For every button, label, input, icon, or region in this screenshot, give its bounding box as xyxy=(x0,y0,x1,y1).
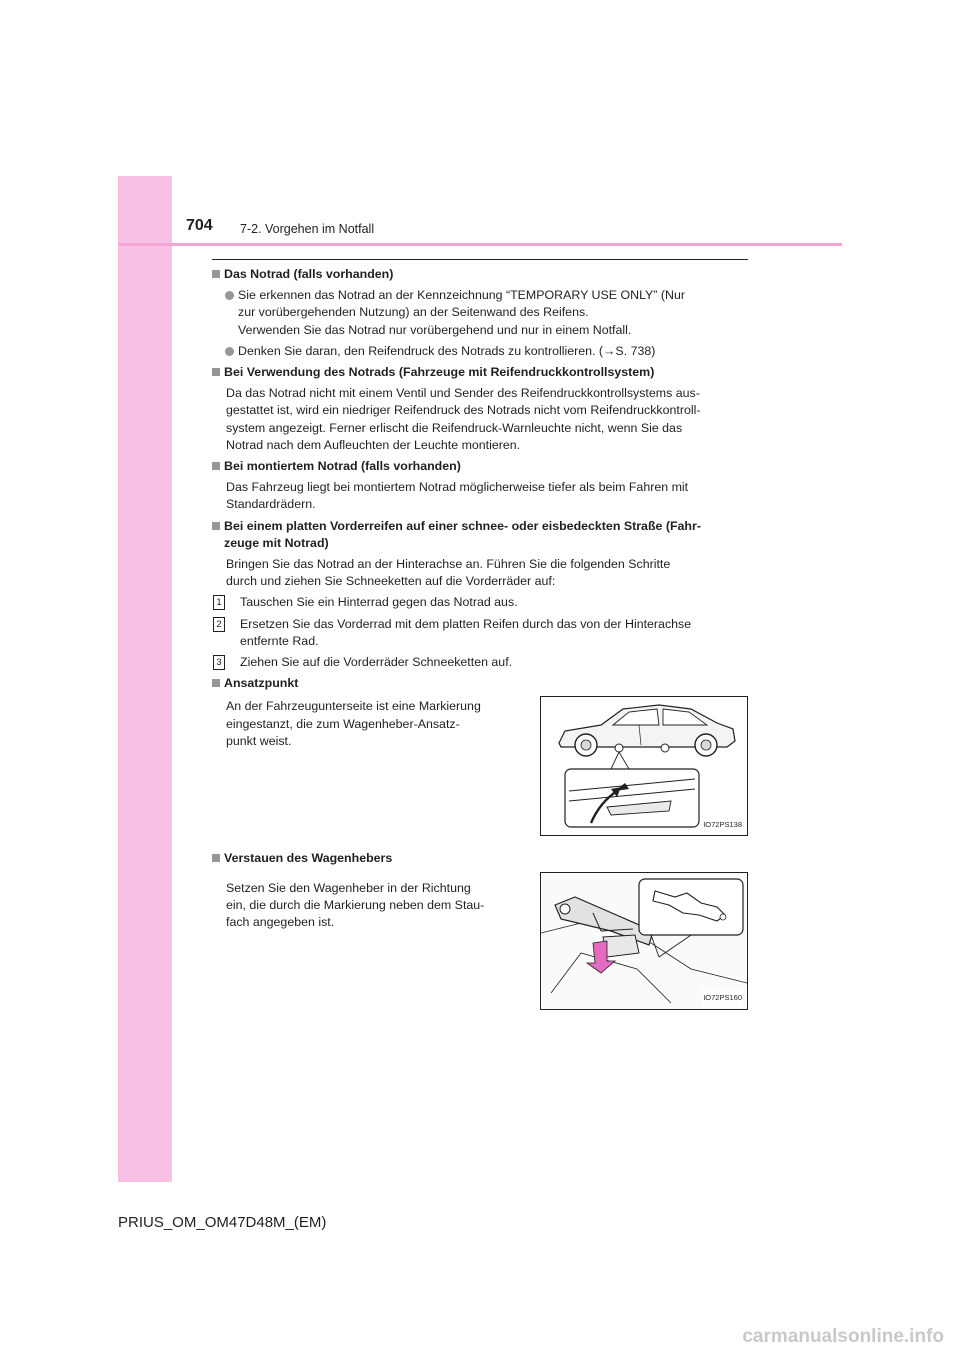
paragraph-reifendruckkontrollsystem: Da das Notrad nicht mit einem Ventil und Sender des Reifendruckkontrollsystems aus- gestattet ist, wird ein niedriger Reifendruck des Notrads nicht vom Reifendruckkontroll- system angezeigt. Ferner erlischt die Reifendruck-Warnleuchte nicht, wenn Sie das Notrad nach dem Aufleuchten der Leuchte montieren. xyxy=(226,386,701,452)
step-3: 3 Ziehen Sie auf die Vorderräder Schneeketten auf. xyxy=(212,654,748,671)
jack-storage-figure xyxy=(540,872,748,1010)
bullet-dot-icon xyxy=(225,291,234,300)
car-jack-point-illustration xyxy=(541,697,747,835)
verstauen-text: Setzen Sie den Wagenheber in der Richtung ein, die durch die Markierung neben dem Stau- fach angegeben ist. xyxy=(226,880,485,930)
header-rule xyxy=(118,243,842,246)
jack-storage-illustration xyxy=(541,873,747,1009)
figure-code: IO72PS160 xyxy=(702,989,743,1006)
jack-point-figure xyxy=(540,696,748,836)
paragraph-montiertes-notrad: Das Fahrzeug liegt bei montiertem Notrad möglicherweise tiefer als beim Fahren mit Standardrädern. xyxy=(226,480,689,512)
step-2: 2 Ersetzen Sie das Vorderrad mit dem platten Reifen durch das von der Hinterachse entfernte Rad. xyxy=(212,616,748,650)
step-1: 1 Tauschen Sie ein Hinterrad gegen das Notrad aus. xyxy=(212,594,748,611)
heading-platter-vorderreifen: Bei einem platten Vorderreifen auf einer schnee- oder eisbedeckten Straße (Fahr- zeuge mit Notrad) xyxy=(212,518,748,552)
watermark: carmanualsonline.info xyxy=(742,1326,944,1347)
figure-code: IO72PS138 xyxy=(702,816,743,833)
footer-doc-code: PRIUS_OM_OM47D48M_(EM) xyxy=(118,1214,327,1231)
section-title: 7-2. Vorgehen im Notfall xyxy=(240,222,375,236)
page-content xyxy=(212,266,748,1014)
verstauen-row xyxy=(212,872,748,1010)
paragraph-platter-vorderreifen: Bringen Sie das Notrad an der Hinterachse an. Führen Sie die folgenden Schritte durch und ziehen Sie Schneeketten auf die Vorderräder auf: xyxy=(226,557,671,589)
step-number-badge: 1 xyxy=(213,595,225,610)
bullet-reifendruck: Denken Sie daran, den Reifendruck des Notrads zu kontrollieren. (→S. 738) xyxy=(212,343,748,360)
ansatzpunkt-row xyxy=(212,696,748,836)
heading-montiertes-notrad: Bei montiertem Notrad (falls vorhanden) xyxy=(212,458,748,475)
step-number-badge: 2 xyxy=(213,617,225,632)
sidebar-color-bar xyxy=(118,176,172,1182)
heading-reifendruckkontrollsystem: Bei Verwendung des Notrads (Fahrzeuge mit Reifendruckkontrollsystem) xyxy=(212,364,748,381)
heading-verstauen: Verstauen des Wagenhebers xyxy=(212,850,748,867)
bullet-kennzeichnung: Sie erkennen das Notrad an der Kennzeichnung “TEMPORARY USE ONLY” (Nur zur vorübergehenden Nutzung) an der Seitenwand des Reifens. Verwenden Sie das Notrad nur vorübergehend und nur in einem Notfall. xyxy=(212,287,748,339)
step-number-badge: 3 xyxy=(213,655,225,670)
bullet-dot-icon xyxy=(225,347,234,356)
ansatzpunkt-text: An der Fahrzeugunterseite ist eine Markierung eingestanzt, die zum Wagenheber-Ansatz- punkt weist. xyxy=(226,699,481,748)
heading-ansatzpunkt: Ansatzpunkt xyxy=(212,675,748,692)
page-number: 704 xyxy=(186,217,213,234)
content-top-rule xyxy=(212,259,748,260)
heading-notrad: Das Notrad (falls vorhanden) xyxy=(212,266,748,283)
